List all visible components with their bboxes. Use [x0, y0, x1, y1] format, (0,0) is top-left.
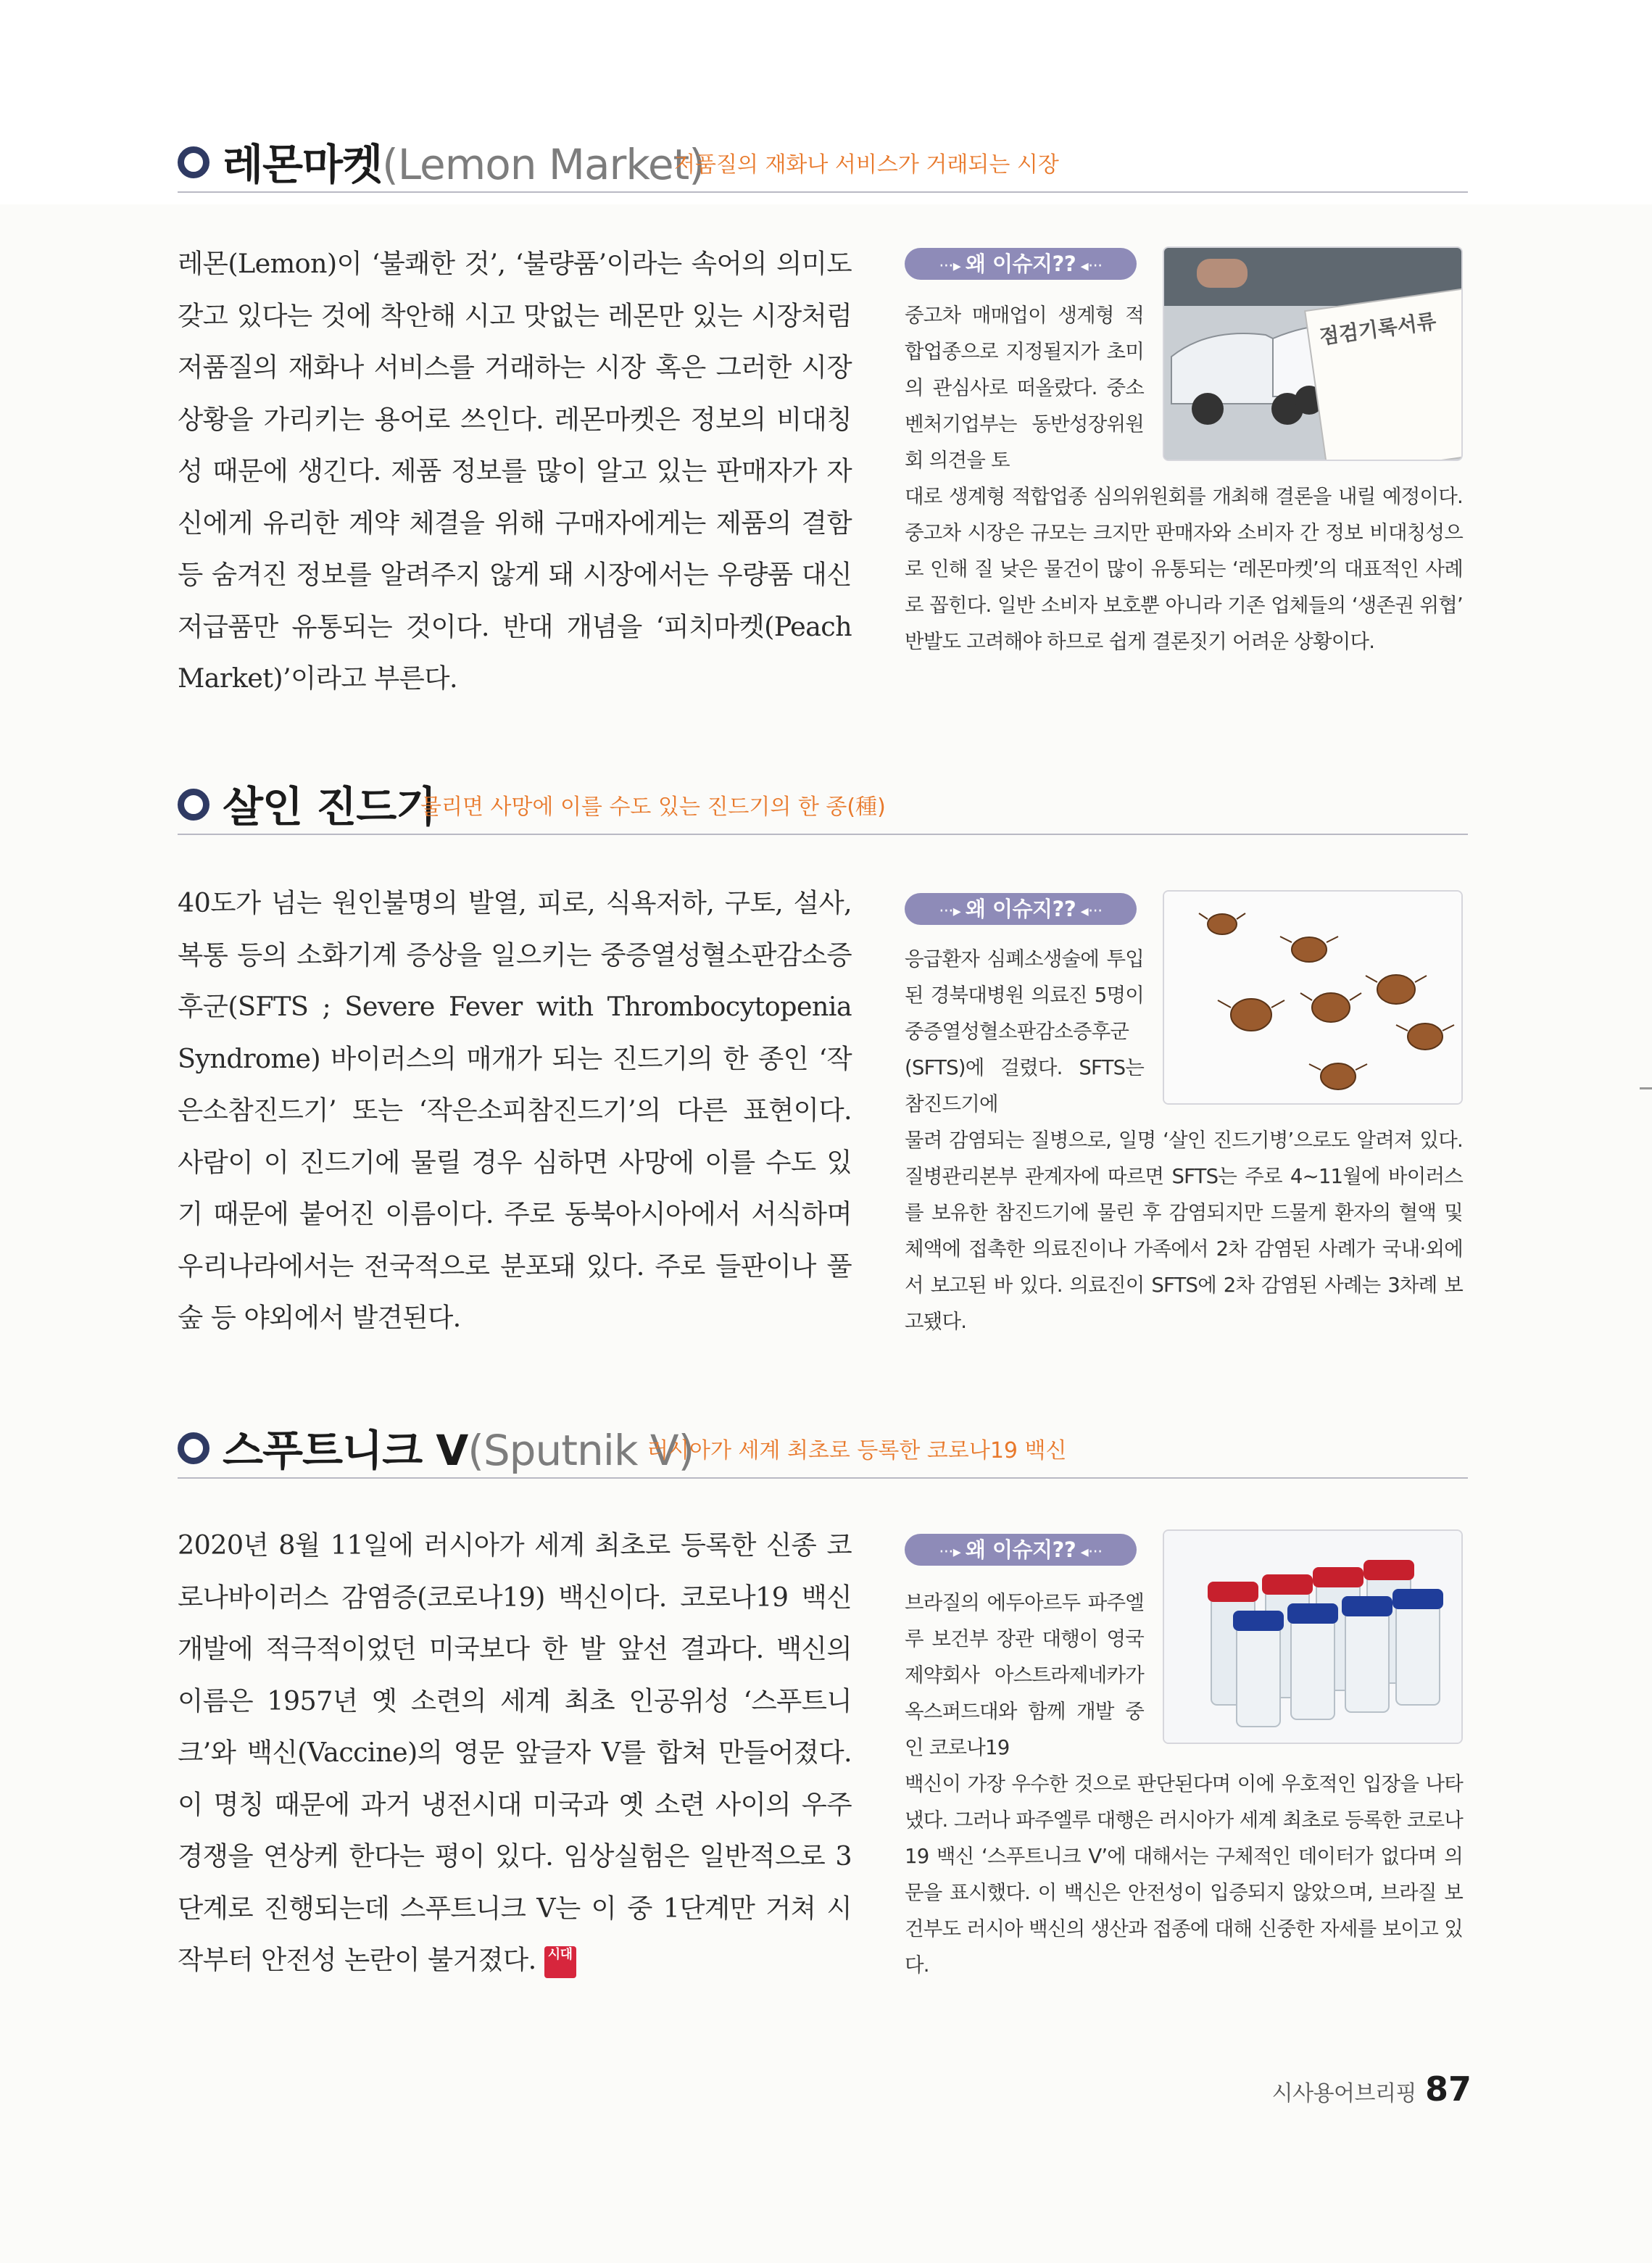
section-title: 살인 진드기 [223, 782, 436, 831]
publication-name: 시사용어브리핑 [1271, 2081, 1416, 2106]
issue-sidebar [905, 941, 1463, 1347]
divider [178, 1477, 1468, 1479]
section-header-killer-tick [178, 773, 1468, 838]
section-body-text: 레몬(Lemon)이 ‘불쾌한 것’, ‘불량품’이라는 속어의 의미도 갖고 있다는 것에 착안해 시고 맛없는 레몬만 있는 시장처럼 저품질의 재화나 서비스를 거래하는 시장 혹은 그러한 시장 상황을 가리키는 용어로 쓰인다. 레몬마켓은 정보의 비대칭성 때문에 생긴다. 제품 정보를 많이 알고 있는 판매자가 자신에게 유리한 계약 체결을 위해 구매자에게는 제품의 결함 등 숨겨진 정보를 알려주지 않게 돼 시장에서는 우량품 대신 저급품만 유통되는 것이다. 반대 개념을 ‘피치마켓(Peach Market)’이라고 부른다. [178, 248, 852, 694]
section-header-lemon-market [178, 130, 1468, 196]
sidebar-text: 백신이 가장 우수한 것으로 판단된다며 이에 우호적인 입장을 나타냈다. 그러나 파주엘루 대행은 러시아가 세계 최초로 등록한 코로나19 백신 ‘스푸트니크 V’에 대해서는 구체적인 데이터가 없다며 의문을 표시했다. 이 백신은 안전성이 입증되지 않았으며, 브라질 보건부도 러시아 백신의 생산과 접종에 대해 신중한 자세를 보이고 있다. [905, 1772, 1463, 1977]
sidebar-text-wrapped: 브라질의 에두아르두 파주엘루 보건부 장관 대행이 영국 제약회사 아스트라제네카가 옥스퍼드대와 함께 개발 중인 코로나19 [905, 1591, 1144, 1759]
bullet-icon [178, 1432, 209, 1464]
section-body-text: 40도가 넘는 원인불명의 발열, 피로, 식욕저하, 구토, 설사, 복통 등의 소화기계 증상을 일으키는 중증열성혈소판감소증후군(SFTS ; Severe Fever with Thrombocytopenia Syndrome) 바이러스의 매개가 되는 진드기의 한 종인 ‘작은소참진드기’ 또는 ‘작은소피참진드기’의 다른 표현이다. 사람이 이 진드기에 물릴 경우 심하면 사망에 이를 수도 있기 때문에 붙어진 이름이다. 주로 동북아시아에서 서식하며 우리나라에서는 전국적으로 분포돼 있다. 주로 들판이나 풀숲 등 야외에서 발견된다. [178, 887, 852, 1333]
divider [178, 191, 1468, 193]
section-subtitle: 저품질의 재화나 서비스가 거래되는 시장 [674, 152, 1059, 178]
section-body-text: 2020년 8월 11일에 러시아가 세계 최초로 등록한 신종 코로나바이러스 감염증(코로나19) 백신이다. 코로나19 백신 개발에 적극적이었던 미국보다 한 발 앞선 결과다. 백신의 이름은 1957년 옛 소련의 세계 최초 인공위성 ‘스푸트니크’와 백신(Vaccine)의 영문 앞글자 V를 합쳐 만들어졌다. 이 명칭 때문에 과거 냉전시대 미국과 옛 소련 사이의 우주경쟁을 연상케 한다는 평이 있다. 임상실험은 일반적으로 3단계로 진행되는데 스푸트니크 V는 이 중 1단계만 거쳐 시작부터 안전성 논란이 불거졌다. 시대 [178, 1519, 852, 1986]
section-header-sputnik-v [178, 1416, 1468, 1482]
svg-text:점검기록서류: 점검기록서류 [1318, 309, 1438, 349]
sidebar-text-wrapped: 중고차 매매업이 생계형 적합업종으로 지정될지가 초미의 관심사로 떠올랐다. 중소벤처기업부는 동반성장위원회 의견을 토 [905, 304, 1144, 472]
why-issue-badge: ···▸ 왜 이슈지?? ◂··· [905, 1534, 1137, 1566]
sidae-logo-icon: 시대 [544, 1946, 576, 1978]
section-title: 스푸트니크 V(Sputnik V) [223, 1426, 694, 1475]
page-footer [1269, 2069, 1472, 2109]
issue-sidebar [905, 297, 1463, 703]
margin-mark [1640, 1087, 1652, 1089]
why-issue-badge: ···▸ 왜 이슈지?? ◂··· [905, 893, 1137, 925]
why-issue-badge: ···▸ 왜 이슈지?? ◂··· [905, 248, 1137, 280]
issue-sidebar [905, 1585, 1463, 1990]
section-subtitle: 러시아가 세계 최초로 등록한 코로나19 백신 [647, 1438, 1067, 1463]
page-number: 87 [1424, 2069, 1472, 2109]
bullet-icon [178, 789, 209, 821]
sidebar-text-wrapped: 응급환자 심폐소생술에 투입된 경북대병원 의료진 5명이 중증열성혈소판감소증후군(SFTS)에 걸렸다. SFTS는 참진드기에 [905, 947, 1144, 1116]
section-subtitle: 물리면 사망에 이를 수도 있는 진드기의 한 종(種) [420, 794, 886, 820]
divider [178, 834, 1468, 835]
section-title: 레몬마켓(Lemon Market) [223, 140, 705, 189]
sidebar-text: 물려 감염되는 질병으로, 일명 ‘살인 진드기병’으로도 알려져 있다. 질병관리본부 관계자에 따르면 SFTS는 주로 4~11월에 바이러스를 보유한 참진드기에 물린 후 감염되지만 드물게 환자의 혈액 및 체액에 접촉한 의료진이나 가족에서 2차 감염된 사례가 국내·외에서 보고된 바 있다. 의료진이 SFTS에 2차 감염된 사례는 3차례 보고됐다. [905, 1129, 1463, 1333]
sidebar-text: 대로 생계형 적합업종 심의위원회를 개최해 결론을 내릴 예정이다. 중고차 시장은 규모는 크지만 판매자와 소비자 간 정보 비대칭성으로 인해 질 낮은 물건이 많이 유통되는 ‘레몬마켓’의 대표적인 사례로 꼽힌다. 일반 소비자 보호뿐 아니라 기존 업체들의 ‘생존권 위협’ 반발도 고려해야 하므로 쉽게 결론짓기 어려운 상황이다. [905, 485, 1463, 653]
bullet-icon [178, 146, 209, 178]
